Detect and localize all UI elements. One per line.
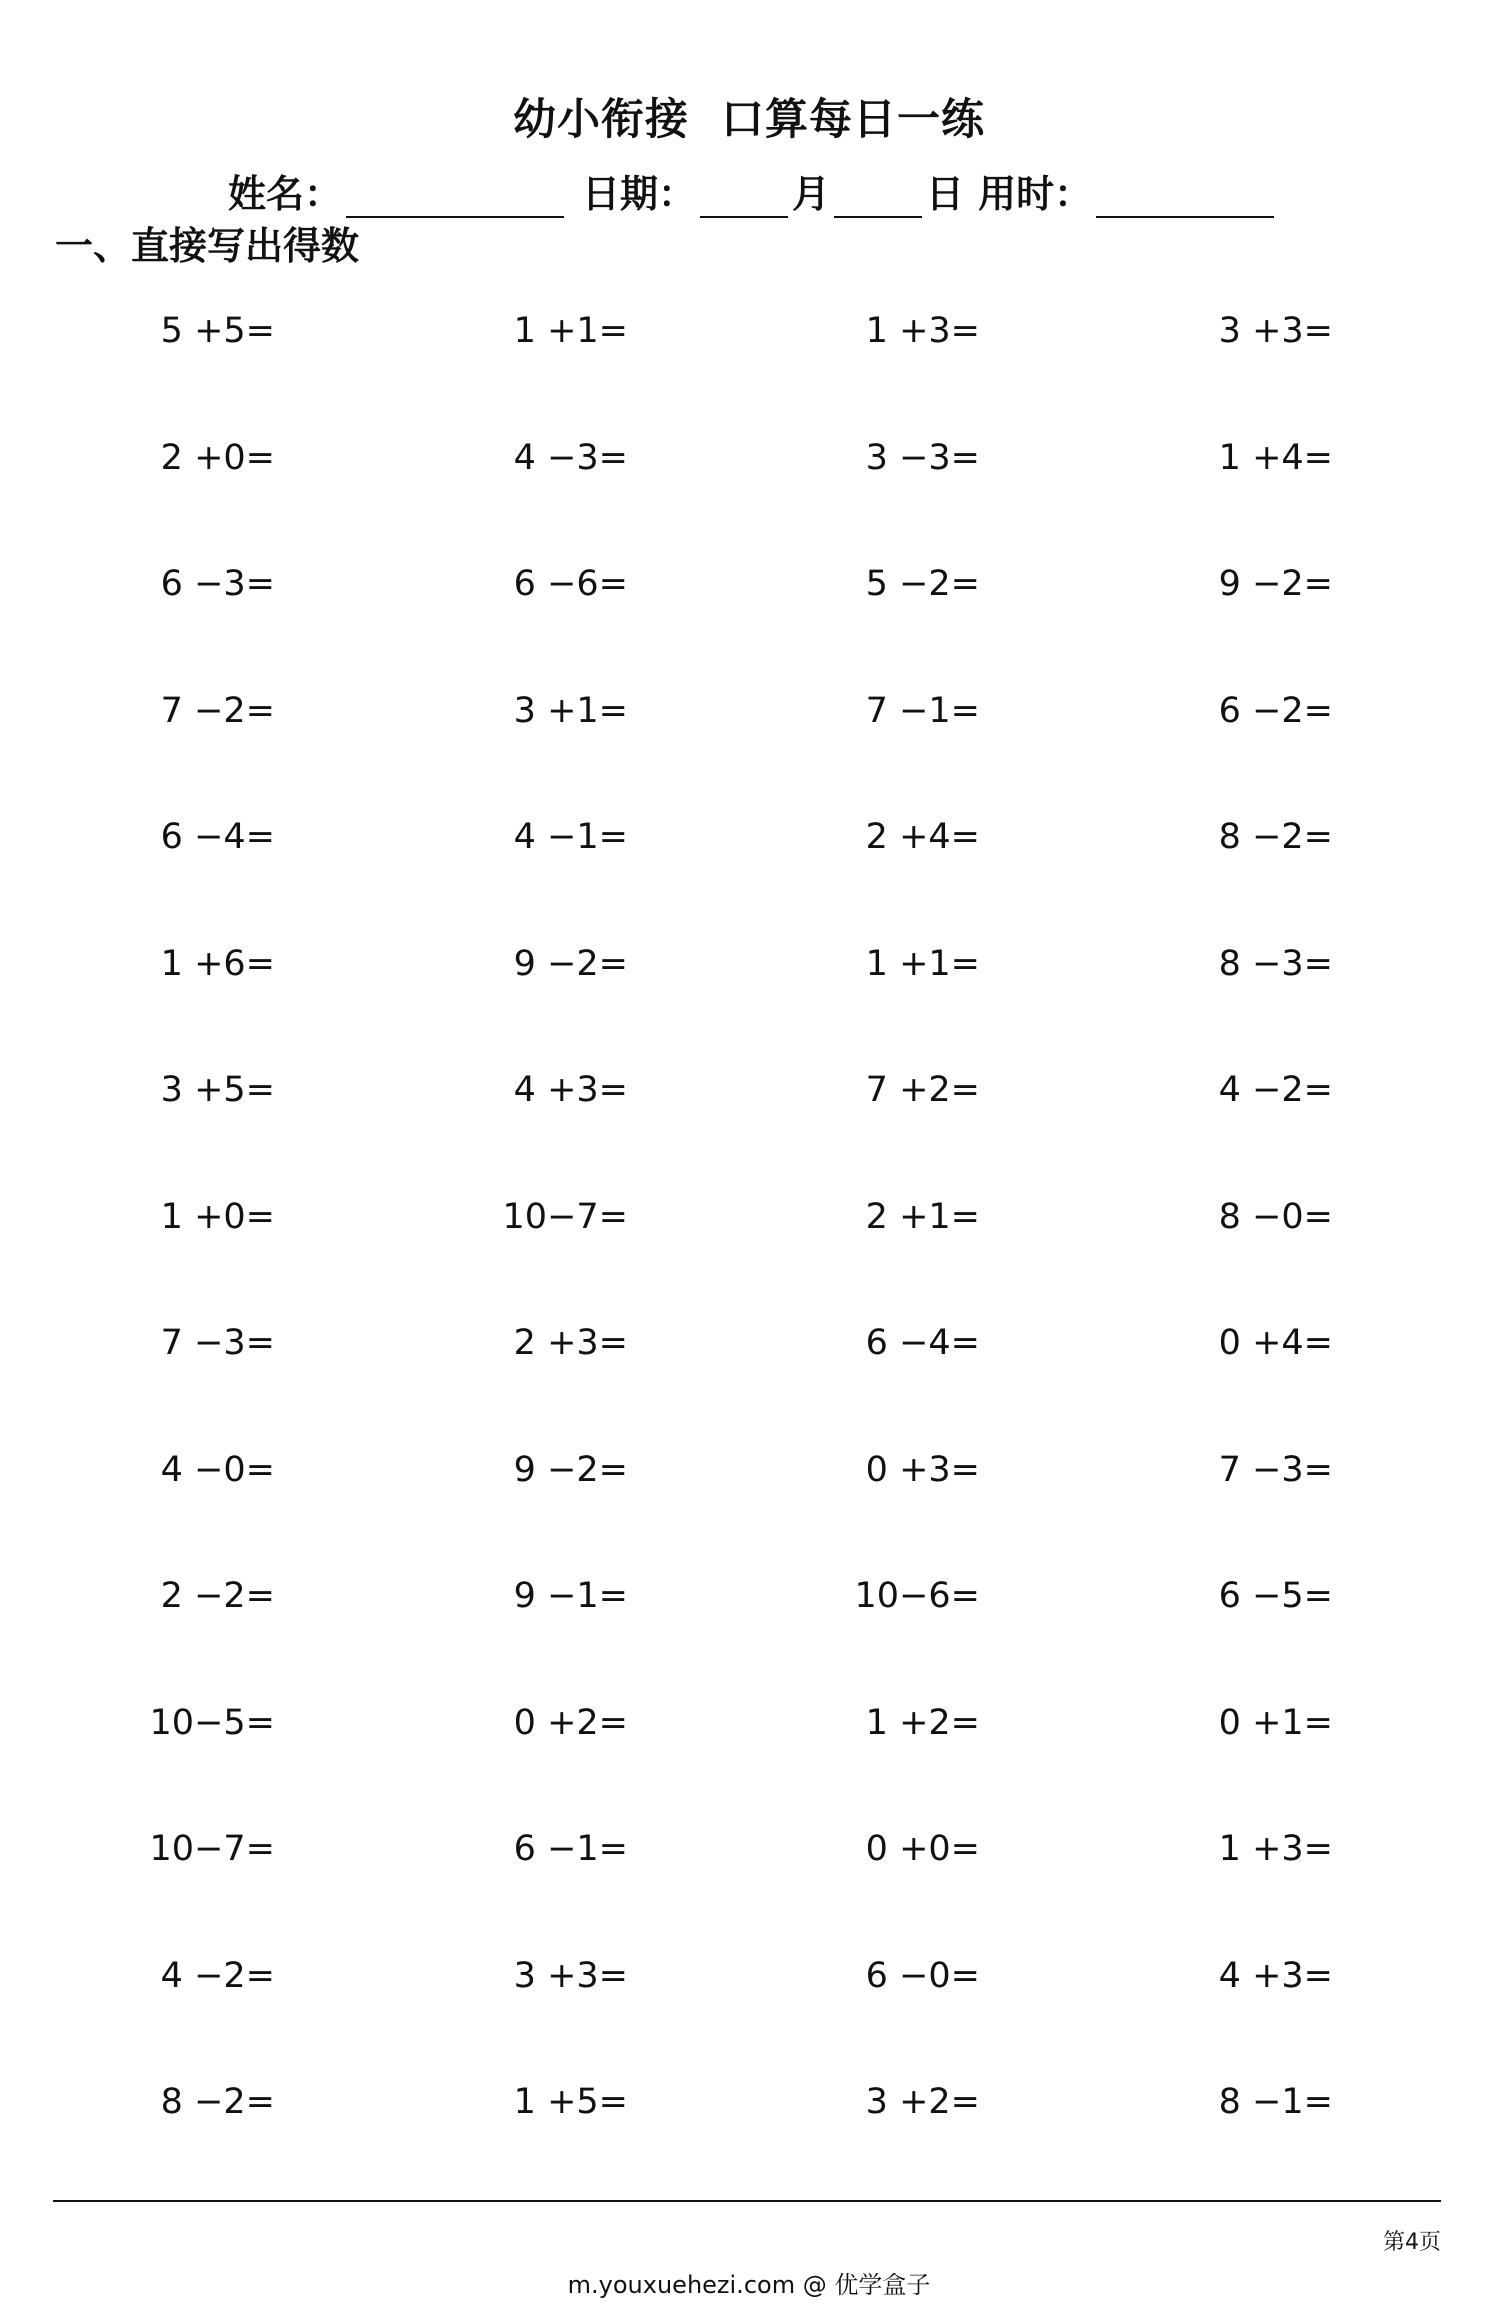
- problem-row: [0, 939, 1498, 1066]
- problem: 0 +3=: [865, 1449, 980, 1490]
- problem: 6 −0=: [865, 1955, 980, 1996]
- problem: 8 −3=: [1218, 943, 1333, 984]
- problem-row: [0, 1951, 1498, 2078]
- problem: 2 −2=: [160, 1576, 275, 1616]
- problem: 6 −5=: [1218, 1576, 1333, 1616]
- problem: 0 +1=: [1218, 1702, 1333, 1743]
- problem: 8 −1=: [1218, 2082, 1333, 2122]
- time-label: 用时：: [978, 172, 1093, 216]
- problem: 3 +2=: [865, 2082, 980, 2122]
- problem: 3 +1=: [513, 690, 628, 731]
- problem: 9 −2=: [1218, 564, 1333, 604]
- problem: 1 +3=: [1218, 1829, 1333, 1869]
- problem: 1 +5=: [513, 2082, 628, 2122]
- day-blank[interactable]: [834, 178, 922, 218]
- problem-row: [0, 1571, 1498, 1698]
- problem: 6 −4=: [865, 1323, 980, 1363]
- problem: 3 +3=: [1218, 311, 1333, 351]
- problem: 1 +0=: [160, 1196, 275, 1237]
- date-label: 日期：: [582, 172, 697, 216]
- problem: 1 +4=: [1218, 437, 1333, 478]
- problem: 4 −0=: [160, 1449, 275, 1490]
- problem-row: [0, 1318, 1498, 1445]
- problem: 7 −1=: [865, 690, 980, 731]
- problem: 10−6=: [854, 1576, 980, 1616]
- problem: 2 +3=: [513, 1323, 628, 1363]
- problem: 10−7=: [502, 1196, 628, 1237]
- month-label: 月: [792, 172, 831, 216]
- problem: 5 +5=: [160, 311, 275, 351]
- problem-row: [0, 1698, 1498, 1825]
- name-label: 姓名：: [228, 172, 343, 216]
- problem: 1 +1=: [865, 943, 980, 984]
- problem: 2 +4=: [865, 817, 980, 857]
- problem: 3 +5=: [160, 1070, 275, 1110]
- problem: 4 −2=: [160, 1955, 275, 1996]
- problem: 4 −1=: [513, 817, 628, 857]
- problem: 10−7=: [149, 1829, 275, 1869]
- problem: 7 −3=: [160, 1323, 275, 1363]
- problem: 8 −2=: [160, 2082, 275, 2122]
- problem-row: [0, 1824, 1498, 1951]
- problem: 3 +3=: [513, 1955, 628, 1996]
- student-info-line: [228, 163, 1278, 218]
- problem-row: [0, 812, 1498, 939]
- problem: 4 −2=: [1218, 1070, 1333, 1110]
- problem: 6 −2=: [1218, 690, 1333, 731]
- problem: 5 −2=: [865, 564, 980, 604]
- problem: 6 −4=: [160, 817, 275, 857]
- problem: 8 −0=: [1218, 1196, 1333, 1237]
- problem-row: [0, 2077, 1498, 2204]
- problem: 7 −3=: [1218, 1449, 1333, 1490]
- problem: 2 +0=: [160, 437, 275, 478]
- name-blank[interactable]: [346, 178, 564, 218]
- problem: 7 +2=: [865, 1070, 980, 1110]
- day-label: 日: [926, 172, 965, 216]
- problem: 9 −2=: [513, 943, 628, 984]
- problem-row: [0, 559, 1498, 686]
- footer-divider: [53, 2200, 1441, 2202]
- problem: 8 −2=: [1218, 817, 1333, 857]
- problem: 1 +6=: [160, 943, 275, 984]
- problem: 6 −1=: [513, 1829, 628, 1869]
- problem: 3 −3=: [865, 437, 980, 478]
- problem: 1 +2=: [865, 1702, 980, 1743]
- problem: 4 +3=: [513, 1070, 628, 1110]
- problem: 4 −3=: [513, 437, 628, 478]
- problem: 0 +0=: [865, 1829, 980, 1869]
- problem: 9 −2=: [513, 1449, 628, 1490]
- worksheet-title: 幼小衔接 口算每日一练: [513, 95, 985, 145]
- site-watermark: m.youxuehezi.com @ 优学盒子: [567, 2271, 931, 2299]
- problem: 10−5=: [149, 1702, 275, 1743]
- problem-row: [0, 433, 1498, 560]
- problem-row: [0, 1445, 1498, 1572]
- month-blank[interactable]: [700, 178, 788, 218]
- problem-row: [0, 1192, 1498, 1319]
- section-heading: 一、直接写出得数: [55, 224, 360, 268]
- problem-row: [0, 686, 1498, 813]
- problem: 1 +1=: [513, 311, 628, 351]
- problem-row: [0, 1065, 1498, 1192]
- problem: 7 −2=: [160, 690, 275, 731]
- time-blank[interactable]: [1096, 178, 1274, 218]
- problem: 6 −3=: [160, 564, 275, 604]
- page-number: 第4页: [1383, 2230, 1441, 2255]
- problem: 0 +4=: [1218, 1323, 1333, 1363]
- problem: 9 −1=: [513, 1576, 628, 1616]
- problem: 4 +3=: [1218, 1955, 1333, 1996]
- problem-grid: [0, 306, 1498, 2204]
- problem: 2 +1=: [865, 1196, 980, 1237]
- problem: 0 +2=: [513, 1702, 628, 1743]
- problem: 6 −6=: [513, 564, 628, 604]
- problem: 1 +3=: [865, 311, 980, 351]
- problem-row: [0, 306, 1498, 433]
